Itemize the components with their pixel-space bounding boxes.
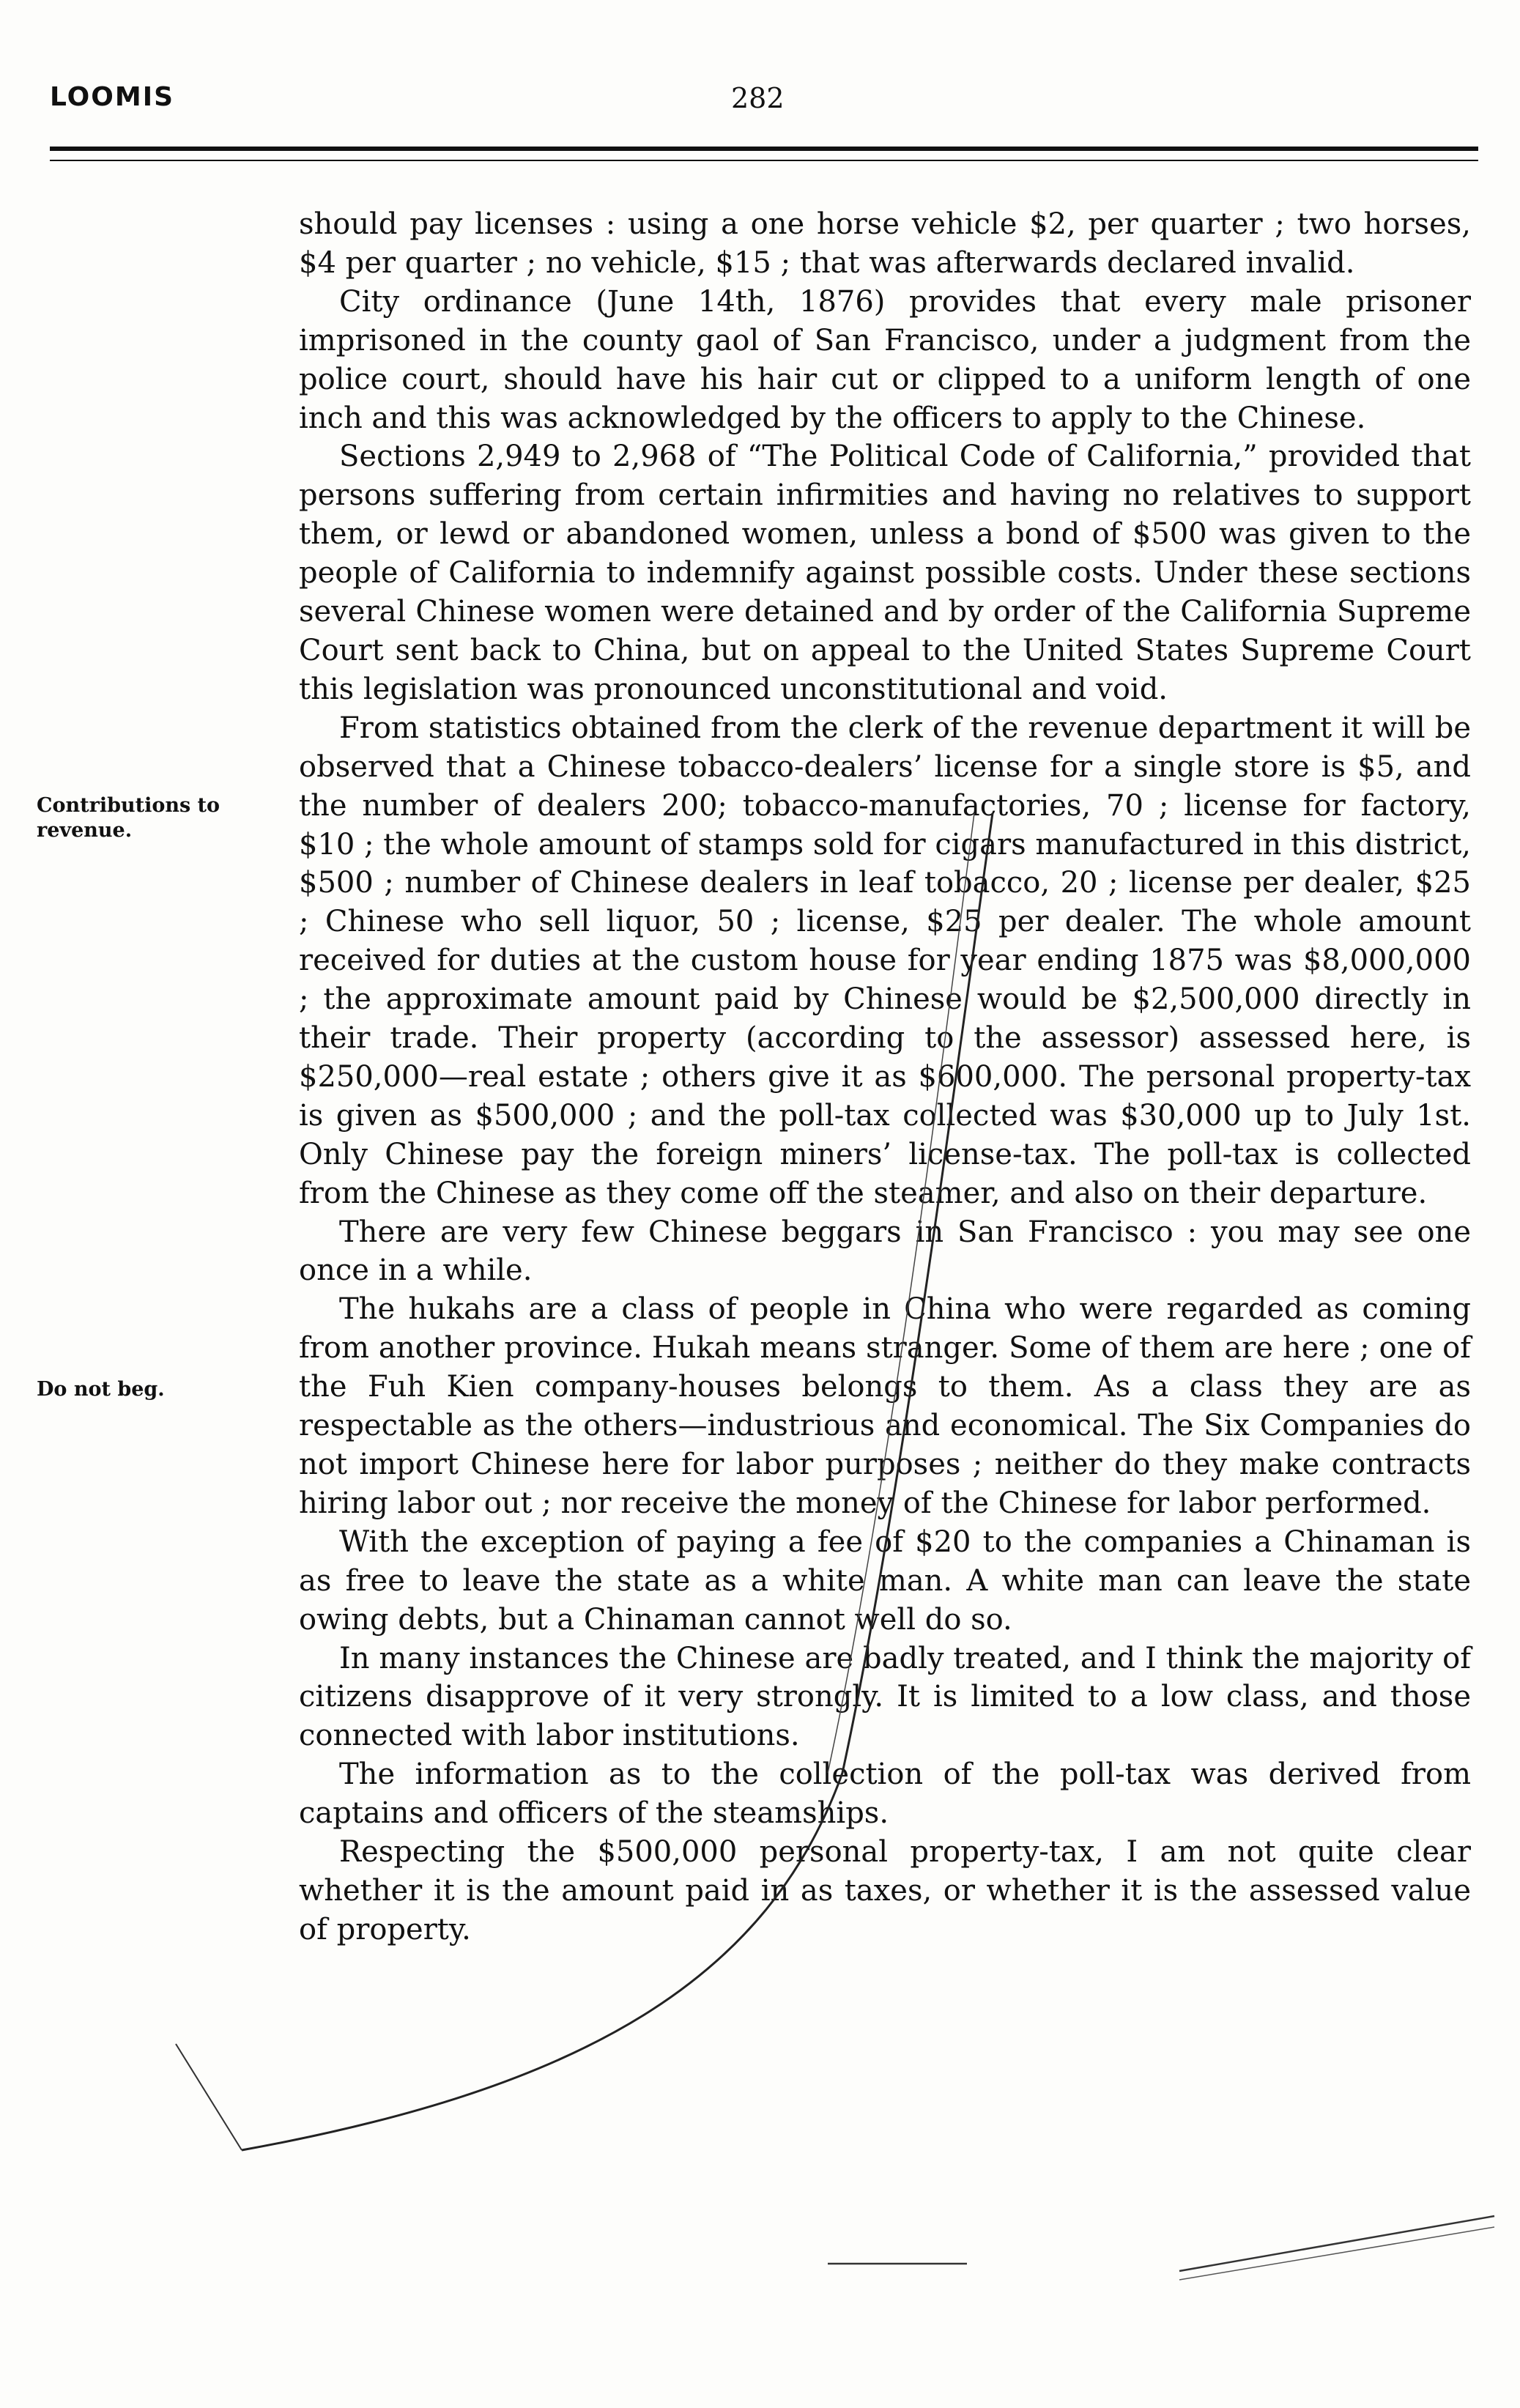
- header-rule-thick: [50, 147, 1478, 151]
- paragraph-revenue-statistics: From statistics obtained from the clerk of the revenue department it will be observed that a Chinese tobacco-dealers’ license for a single store is $5, and the number of dealers 200; tobacco-manufactories, 70 ; license for factory, $10 ; the whole amount of stamps sold for cigars manufactured in this district, $500 ; number of Chinese dealers in leaf tobacco, 20 ; license per dealer, $25 ; Chinese who sell liquor, 50 ; license, $25 per dealer. The whole amount received for duties at the custom house for year ending 1875 was $8,000,000 ; the approximate amount paid by Chinese would be $2,500,000 directly in their trade. Their property (according to the assessor) assessed here, is $250,000—real estate ; others give it as $600,000. The personal property-tax is given as $500,000 ; and the poll-tax collected was $30,000 up to July 1st. Only Chinese pay the foreign miners’ license-tax. The poll-tax is collected from the Chinese as they come off the steamer, and also on their departure.: [299, 711, 1471, 1210]
- paragraph-city-ordinance: City ordinance (June 14th, 1876) provides that every male prisoner imprisoned in the county gaol of San Francisco, under a judgment from the police court, should have his hair cut or clipped to a uniform length of one inch and this was acknowledged by the officers to apply to the Chinese.: [299, 284, 1471, 435]
- paragraph-treatment: In many instances the Chinese are badly treated, and I think the majority of citizens disapprove of it very strongly. It is limited to a low class, and those connected with labor institutions.: [299, 1641, 1471, 1753]
- paragraph-licenses: should pay licenses : using a one horse vehicle $2, per quarter ; two horses, $4 per quarter ; no vehicle, $15 ; that was afterwards declared invalid.: [299, 207, 1471, 280]
- bottom-rule-right: [1179, 2216, 1494, 2271]
- paragraph-hukahs: The hukahs are a class of people in China who were regarded as coming from another province. Hukah means stranger. Some of them are here ; one of the Fuh Kien company-houses belongs to them. As a class they are as respectable as the others—industrious and economical. The Six Companies do not import Chinese here for labor purposes ; neither do they make contracts hiring labor out ; nor receive the money of the Chinese for labor performed.: [299, 1292, 1471, 1520]
- paragraph-beggars: There are very few Chinese beggars in San Francisco : you may see one once in a while.: [299, 1215, 1471, 1288]
- margin-note-do-not-beg: Do not beg.: [37, 1378, 165, 1401]
- running-header: [50, 82, 1478, 126]
- paragraph-poll-tax-source: The information as to the collection of the poll-tax was derived from captains and officers of the steamships.: [299, 1757, 1471, 1831]
- paragraph-property-tax: Respecting the $500,000 personal property-tax, I am not quite clear whether it is the amount paid in as taxes, or whether it is the assessed value of property.: [299, 1835, 1471, 1946]
- main-text-column: [299, 205, 1471, 1949]
- margin-note-contributions: Contributions to revenue.: [37, 794, 220, 842]
- paragraph-political-code: Sections 2,949 to 2,968 of “The Political Code of California,” provided that persons suffering from certain infirmities and having no relatives to support them, or lewd or abandoned women, unless a bond of $500 was given to the people of California to indemnify against possible costs. Under these sections several Chinese women were detained and by order of the California Supreme Court sent back to China, but on appeal to the United States Supreme Court this legislation was pronounced unconstitutional and void.: [299, 440, 1471, 706]
- header-author: LOOMIS: [50, 82, 175, 112]
- header-rule-thin: [50, 160, 1478, 161]
- paragraph-leaving-state: With the exception of paying a fee of $20 to the companies a Chinaman is as free to leave the state as a white man. A white man can leave the state owing debts, but a Chinaman cannot well do so.: [299, 1525, 1471, 1637]
- bottom-rule-right-faint: [1179, 2227, 1494, 2280]
- margin-pen-tick: [176, 2044, 242, 2150]
- page-number: 282: [731, 82, 785, 114]
